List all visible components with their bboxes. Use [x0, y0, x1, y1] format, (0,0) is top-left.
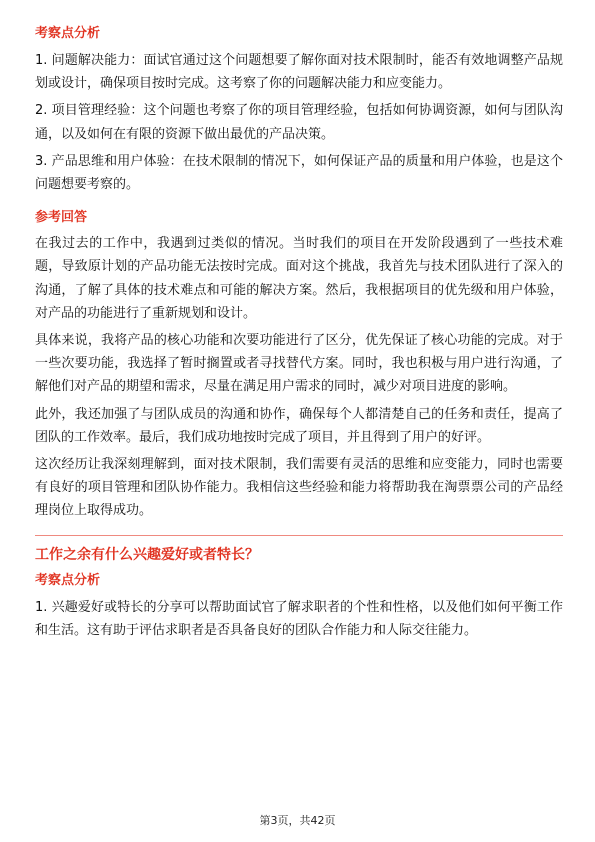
answer-paragraph-3: 此外，我还加强了与团队成员的沟通和协作，确保每个人都清楚自己的任务和责任，提高了团队的工作效率。最后，我们成功地按时完成了项目，并且得到了用户的好评。 [35, 406, 563, 445]
answer-paragraph-4: 这次经历让我深刻理解到，面对技术限制，我们需要有灵活的思维和应变能力，同时也需要有良好的项目管理和团队协作能力。我相信这些经验和能力将帮助我在淘票票公司的产品经理岗位上取得成功。 [35, 457, 563, 519]
analysis-item-1: 1. 问题解决能力：面试官通过这个问题想要了解你面对技术限制时，能否有效地调整产品规划或设计，确保项目按时完成。这考察了你的问题解决能力和应变能力。 [35, 53, 563, 92]
answer-paragraph-1: 在我过去的工作中，我遇到过类似的情况。当时我们的项目在开发阶段遇到了一些技术难题，导致原计划的产品功能无法按时完成。面对这个挑战，我首先与技术团队进行了深入的沟通，了解了具体的技术难点和可能的解决方案。然后，我根据项目的优先级和用户体验，对产品的功能进行了重新规划和设计。 [35, 236, 563, 321]
analysis-item-3: 3. 产品思维和用户体验：在技术限制的情况下，如何保证产品的质量和用户体验，也是这个问题想要考察的。 [35, 153, 563, 193]
document-page [35, 0, 563, 642]
analysis2-item-1: 1. 兴趣爱好或特长的分享可以帮助面试官了解求职者的个性和性格，以及他们如何平衡工作和生活。这有助于评估求职者是否具备良好的团队合作能力和人际交往能力。 [35, 599, 563, 638]
analysis-item-2: 2. 项目管理经验：这个问题也考察了你的项目管理经验，包括如何协调资源，如何与团队沟通，以及如何在有限的资源下做出最优的产品决策。 [35, 103, 563, 142]
answer-paragraph-2: 具体来说，我将产品的核心功能和次要功能进行了区分，优先保证了核心功能的完成。对于一些次要功能，我选择了暂时搁置或者寻找替代方案。同时，我也积极与用户进行沟通，了解他们对产品的期望和需求，尽量在满足用户需求的同时，减少对项目进度的影响。 [35, 333, 563, 395]
question-title: 工作之余有什么兴趣爱好或者特长？ [35, 546, 259, 563]
page-number: 第3页，共42页 [259, 814, 336, 827]
section-heading-analysis: 考察点分析 [35, 26, 101, 41]
section-heading-analysis-2: 考察点分析 [35, 572, 101, 588]
section-heading-answer: 参考回答 [35, 210, 88, 226]
